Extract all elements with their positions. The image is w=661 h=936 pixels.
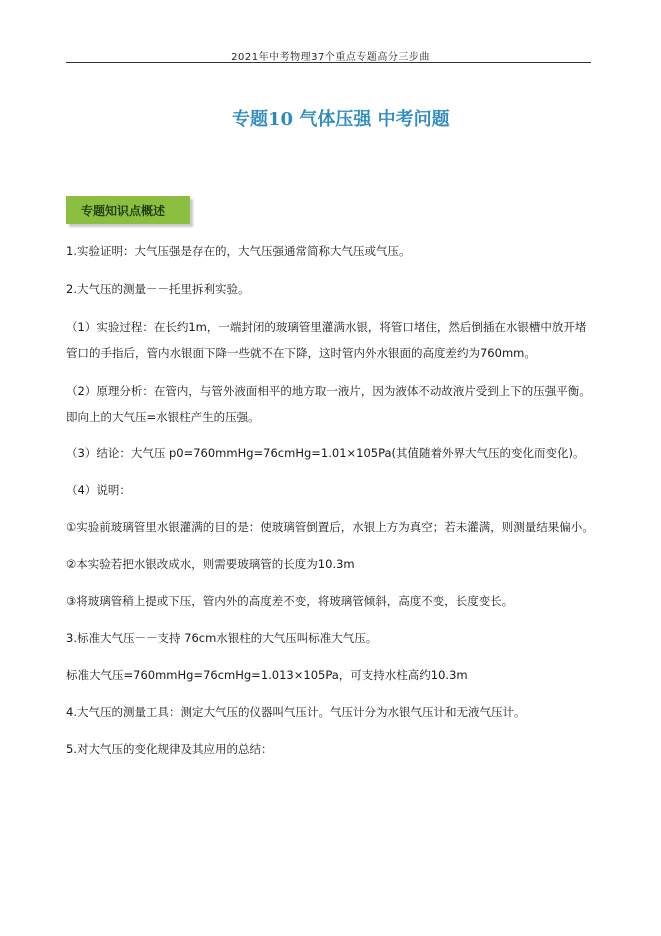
section-badge-label: 专题知识点概述 — [81, 204, 166, 218]
document-title: 专题10 气体压强 中考问题 — [232, 109, 450, 130]
paragraph-1: 1.实验证明：大气压强是存在的，大气压强通常简称大气压或气压。 — [66, 244, 411, 258]
paragraph-6: （4）说明： — [66, 483, 131, 497]
header-divider — [66, 62, 591, 63]
paragraph-12: 4.大气压的测量工具：测定大气压的仪器叫气压计。气压计分为水银气压计和无液气压计。 — [66, 705, 526, 719]
section-badge — [66, 196, 190, 224]
header-text: 2021年中考物理37个重点专题高分三步曲 — [231, 52, 430, 63]
paragraph-2: 2.大气压的测量－－托里拆利实验。 — [66, 282, 250, 296]
paragraph-5: （3）结论：大气压 p0=760mmHg=76cmHg=1.01×105Pa(其值随着外界大气压的变化而变化)。 — [66, 446, 585, 460]
paragraph-4: （2）原理分析：在管内，与管外液面相平的地方取一液片，因为液体不动故液片受到上下的压强平衡。即向上的大气压=水银柱产生的压强。 — [66, 384, 591, 424]
paragraph-13: 5.对大气压的变化规律及其应用的总结： — [66, 742, 273, 756]
paragraph-9: ③将玻璃管稍上提或下压，管内外的高度差不变，将玻璃管倾斜，高度不变，长度变长。 — [66, 594, 514, 608]
paragraph-7: ①实验前玻璃管里水银灌满的目的是：使玻璃管倒置后，水银上方为真空；若未灌满，则测量结果偏小。 — [66, 520, 594, 534]
paragraph-10: 3.标准大气压－－支持 76cm水银柱的大气压叫标准大气压。 — [66, 631, 378, 645]
paragraph-8: ②本实验若把水银改成水，则需要玻璃管的长度为10.3m — [66, 557, 355, 571]
paragraph-11: 标准大气压=760mmHg=76cmHg=1.013×105Pa，可支持水柱高约10.3m — [66, 668, 468, 682]
paragraph-3: （1）实验过程：在长约1m，一端封闭的玻璃管里灌满水银，将管口堵住，然后倒插在水银槽中放开堵管口的手指后，管内水银面下降一些就不在下降，这时管内外水银面的高度差约为760mm。 — [66, 320, 587, 360]
